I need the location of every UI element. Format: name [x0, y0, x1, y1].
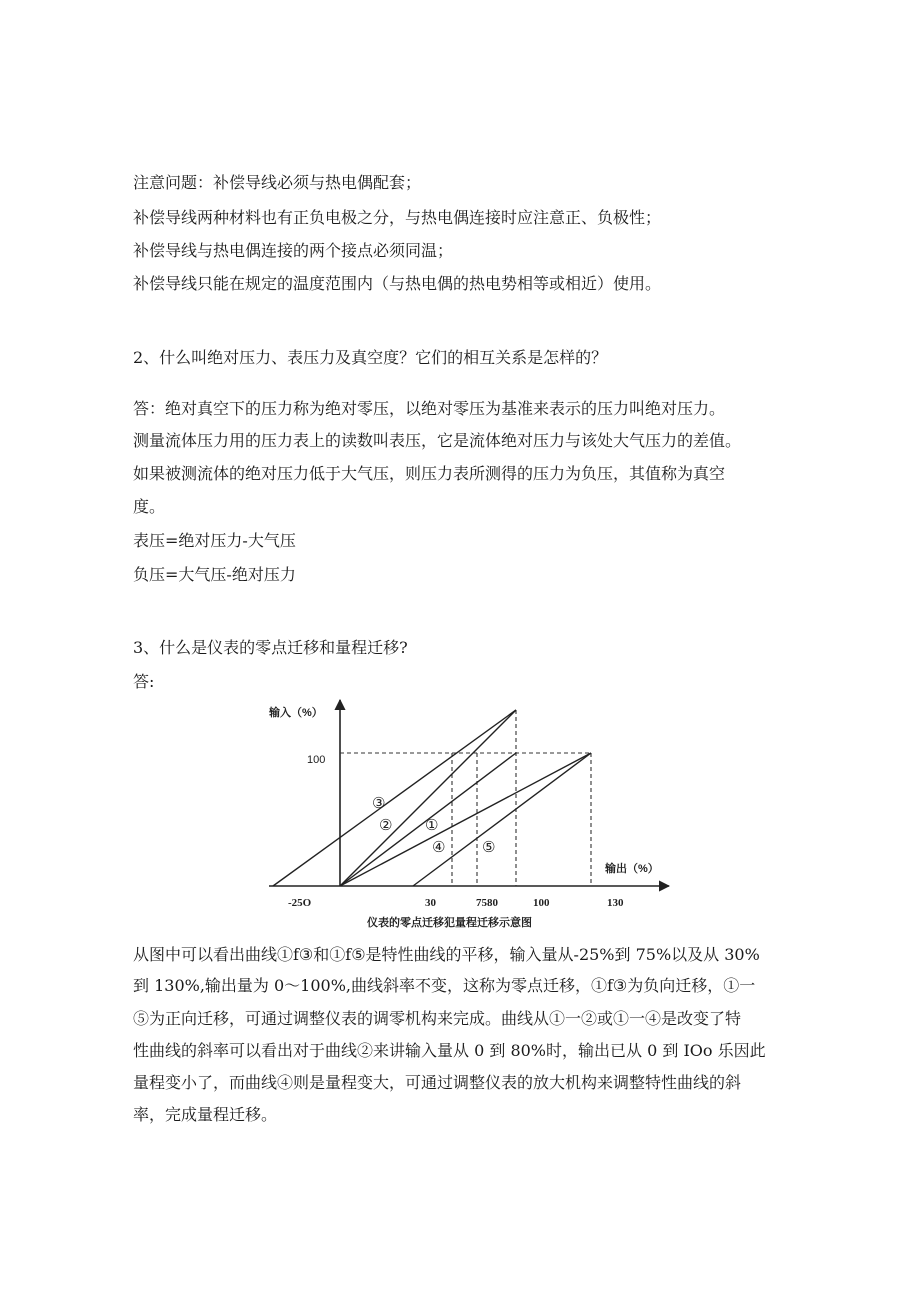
- explanation-line-6: 率，完成量程迁移。: [133, 1105, 278, 1124]
- curve-4: [340, 753, 591, 886]
- formula-gauge-pressure: 表压=绝对压力-大气压: [133, 531, 296, 550]
- curve-label-2: ②: [379, 816, 393, 834]
- curve-2: [340, 710, 516, 886]
- explanation-line-2: 到 130%,输出量为 0～100%,曲线斜率不变，这称为零点迁移，①f③为负向迁移，①一: [133, 976, 756, 995]
- note-line-1: 注意问题：补偿导线必须与热电偶配套；: [133, 173, 422, 192]
- x-tick-minus-25: -25O: [288, 897, 312, 909]
- note-line-4: 补偿导线只能在规定的温度范围内（与热电偶的热电势相等或相近）使用。: [133, 274, 662, 293]
- y-tick-100: 100: [307, 754, 326, 766]
- x-tick-30: 30: [425, 897, 436, 909]
- curve-label-5: ⑤: [482, 838, 496, 856]
- curve-label-1: ①: [425, 816, 439, 834]
- x-tick-75-80: 7580: [476, 897, 498, 909]
- explanation-line-5: 量程变小了，而曲线④则是量程变大，可通过调整仪表的放大机构来调整特性曲线的斜: [133, 1073, 742, 1092]
- migration-diagram: [255, 696, 675, 936]
- migration-diagram-svg: [255, 696, 675, 936]
- answer-2-line-4: 度。: [133, 497, 166, 516]
- explanation-line-3: ⑤为正向迁移，可通过调整仪表的调零机构来完成。曲线从①一②或①一④是改变了特: [133, 1009, 742, 1028]
- x-axis-label: 输出（%）: [605, 863, 659, 875]
- answer-2-line-3: 如果被测流体的绝对压力低于大气压，则压力表所测得的压力为负压，其值称为真空: [133, 464, 726, 483]
- y-axis-label: 输入（%）: [269, 707, 323, 719]
- question-3: 3、什么是仪表的零点迁移和量程迁移?: [133, 638, 408, 657]
- x-tick-130: 130: [607, 897, 624, 909]
- question-2: 2、什么叫绝对压力、表压力及真空度？它们的相互关系是怎样的？: [133, 348, 608, 367]
- explanation-line-1: 从图中可以看出曲线①f③和①f⑤是特性曲线的平移，输入量从-25%到 75%以及从 30%: [133, 945, 760, 964]
- note-line-2: 补偿导线两种材料也有正负电极之分，与热电偶连接时应注意正、负极性；: [133, 208, 662, 227]
- curve-5: [413, 753, 591, 886]
- curve-label-4: ④: [432, 838, 446, 856]
- answer-2-line-1: 答：绝对真空下的压力称为绝对零压，以绝对零压为基准来表示的压力叫绝对压力。: [133, 399, 726, 418]
- formula-negative-pressure: 负压=大气压-绝对压力: [133, 565, 296, 584]
- x-tick-100: 100: [533, 897, 550, 909]
- answer-2-line-2: 测量流体压力用的压力表上的读数叫表压，它是流体绝对压力与该处大气压力的差值。: [133, 431, 742, 450]
- explanation-line-4: 性曲线的斜率可以看出对于曲线②来讲输入量从 0 到 80%时，输出已从 0 到 IOo 乐因此: [133, 1041, 766, 1060]
- curve-3: [273, 710, 516, 886]
- figure-caption: 仪表的零点迁移犯量程迁移示意图: [367, 917, 532, 929]
- curve-label-3: ③: [372, 794, 386, 812]
- answer-3-label: 答:: [133, 672, 155, 691]
- note-line-3: 补偿导线与热电偶连接的两个接点必须同温；: [133, 241, 454, 260]
